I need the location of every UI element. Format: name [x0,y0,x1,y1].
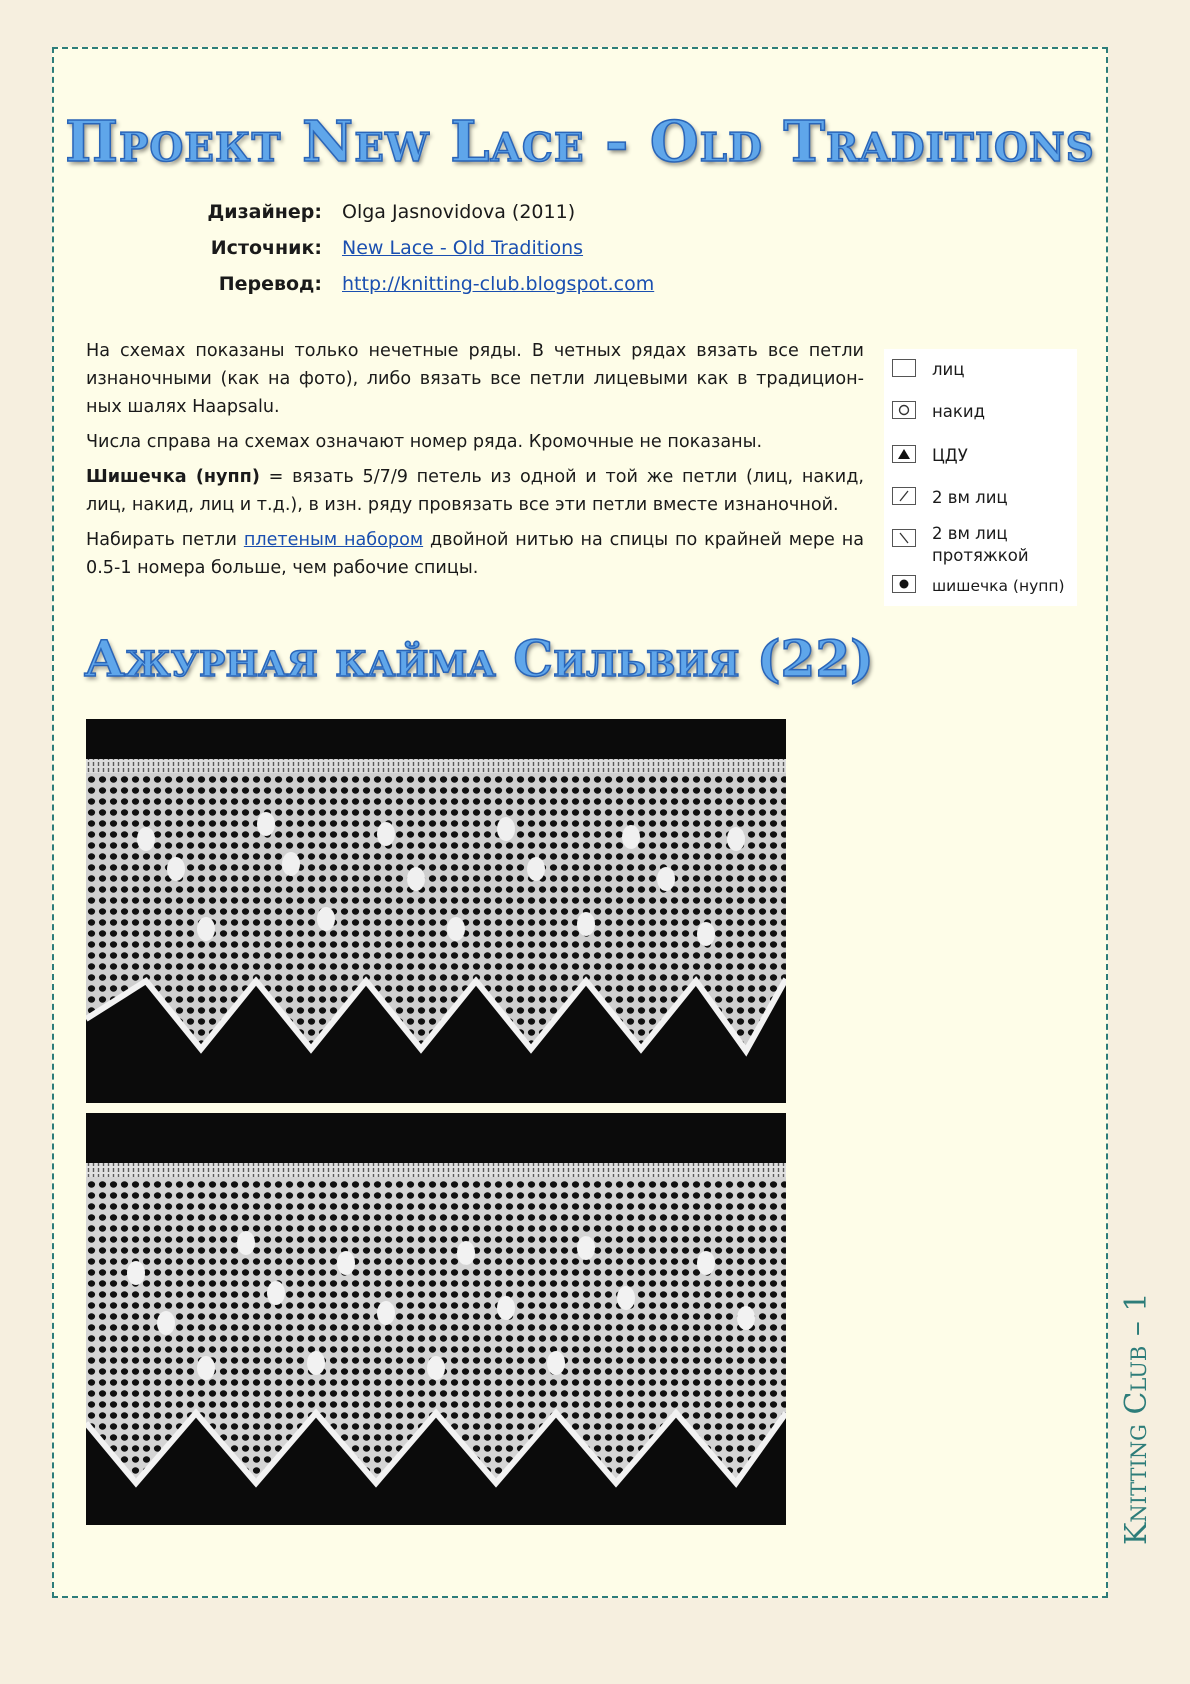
backslash-icon [892,529,916,547]
meta-row-source [164,230,654,266]
legend-item-k2tog [892,487,1008,509]
meta-row-designer [164,194,654,230]
legend-label: 2 вм лиц [932,488,1008,507]
legend-label: 2 вм лиц протяжкой [932,524,1029,565]
footer-page-label: Knitting Club – 1 [1119,1292,1154,1545]
description-paragraph: На схемах показаны только нечетные ряды. В четных рядах вязать все петли изнаночными (как на фото), либо вязать все петли лицевыми как в традицион-ных шалях Haapsalu. [86,341,864,417]
cast-on-text: Набирать петли [86,530,244,550]
legend-item-nupp [892,575,1065,597]
meta-label: Источник: [210,237,322,259]
nupp-term: Шишечка (нупп) [86,467,260,487]
legend-label: лиц [932,360,965,379]
legend-item-ssk [892,523,1062,567]
legend-item-knit [892,359,965,381]
source-link[interactable]: New Lace - Old Traditions [342,237,584,259]
section-title: Ажурная кайма Сильвия (22) [84,629,874,688]
knitted-lace-border-photo-icon [86,1113,786,1525]
meta-label: Перевод: [218,273,322,295]
legend-label: шишечка (нупп) [932,577,1065,595]
triangle-icon [892,445,916,463]
legend-label: ЦДУ [932,446,968,465]
description-paragraph [86,463,864,519]
description [86,337,864,589]
page-frame [52,47,1108,1598]
translation-link[interactable]: http://knitting-club.blogspot.com [342,273,655,295]
meta-label: Дизайнер: [207,201,322,223]
lace-photo-bottom [86,1113,786,1525]
slash-icon [892,487,916,505]
description-paragraph [86,526,864,582]
legend-item-yarn-over [892,401,985,423]
knitted-lace-border-photo-icon [86,719,786,1103]
meta-value: Olga Jasnovidova (2011) [342,201,576,223]
meta-block [164,194,654,302]
nupp-definition: = вязать 5/7/9 петель из одной и той же петли (лиц, накид, лиц, накид, лиц и т.д.), в изн. ряду провязать все эти петли вместе изнаночной. [86,467,864,515]
meta-row-translation [164,266,654,302]
legend-label: накид [932,402,985,421]
cast-on-link[interactable]: плетеным набором [243,530,424,550]
description-paragraph: Числа справа на схемах означают номер ряда. Кромочные не показаны. [86,432,763,452]
nupp-dot-icon [892,575,916,593]
legend-item-cdd [892,445,968,467]
page-title: Проект New Lace - Old Traditions [65,109,1095,175]
symbol-legend [884,349,1077,606]
lace-photo-top [86,719,786,1103]
yarn-over-circle-icon [892,401,916,419]
knit-symbol-icon [892,359,916,377]
cast-on-text: двойной нитью на спицы по крайней мере на 0.5-1 номера больше, чем рабочие спицы. [86,530,864,578]
